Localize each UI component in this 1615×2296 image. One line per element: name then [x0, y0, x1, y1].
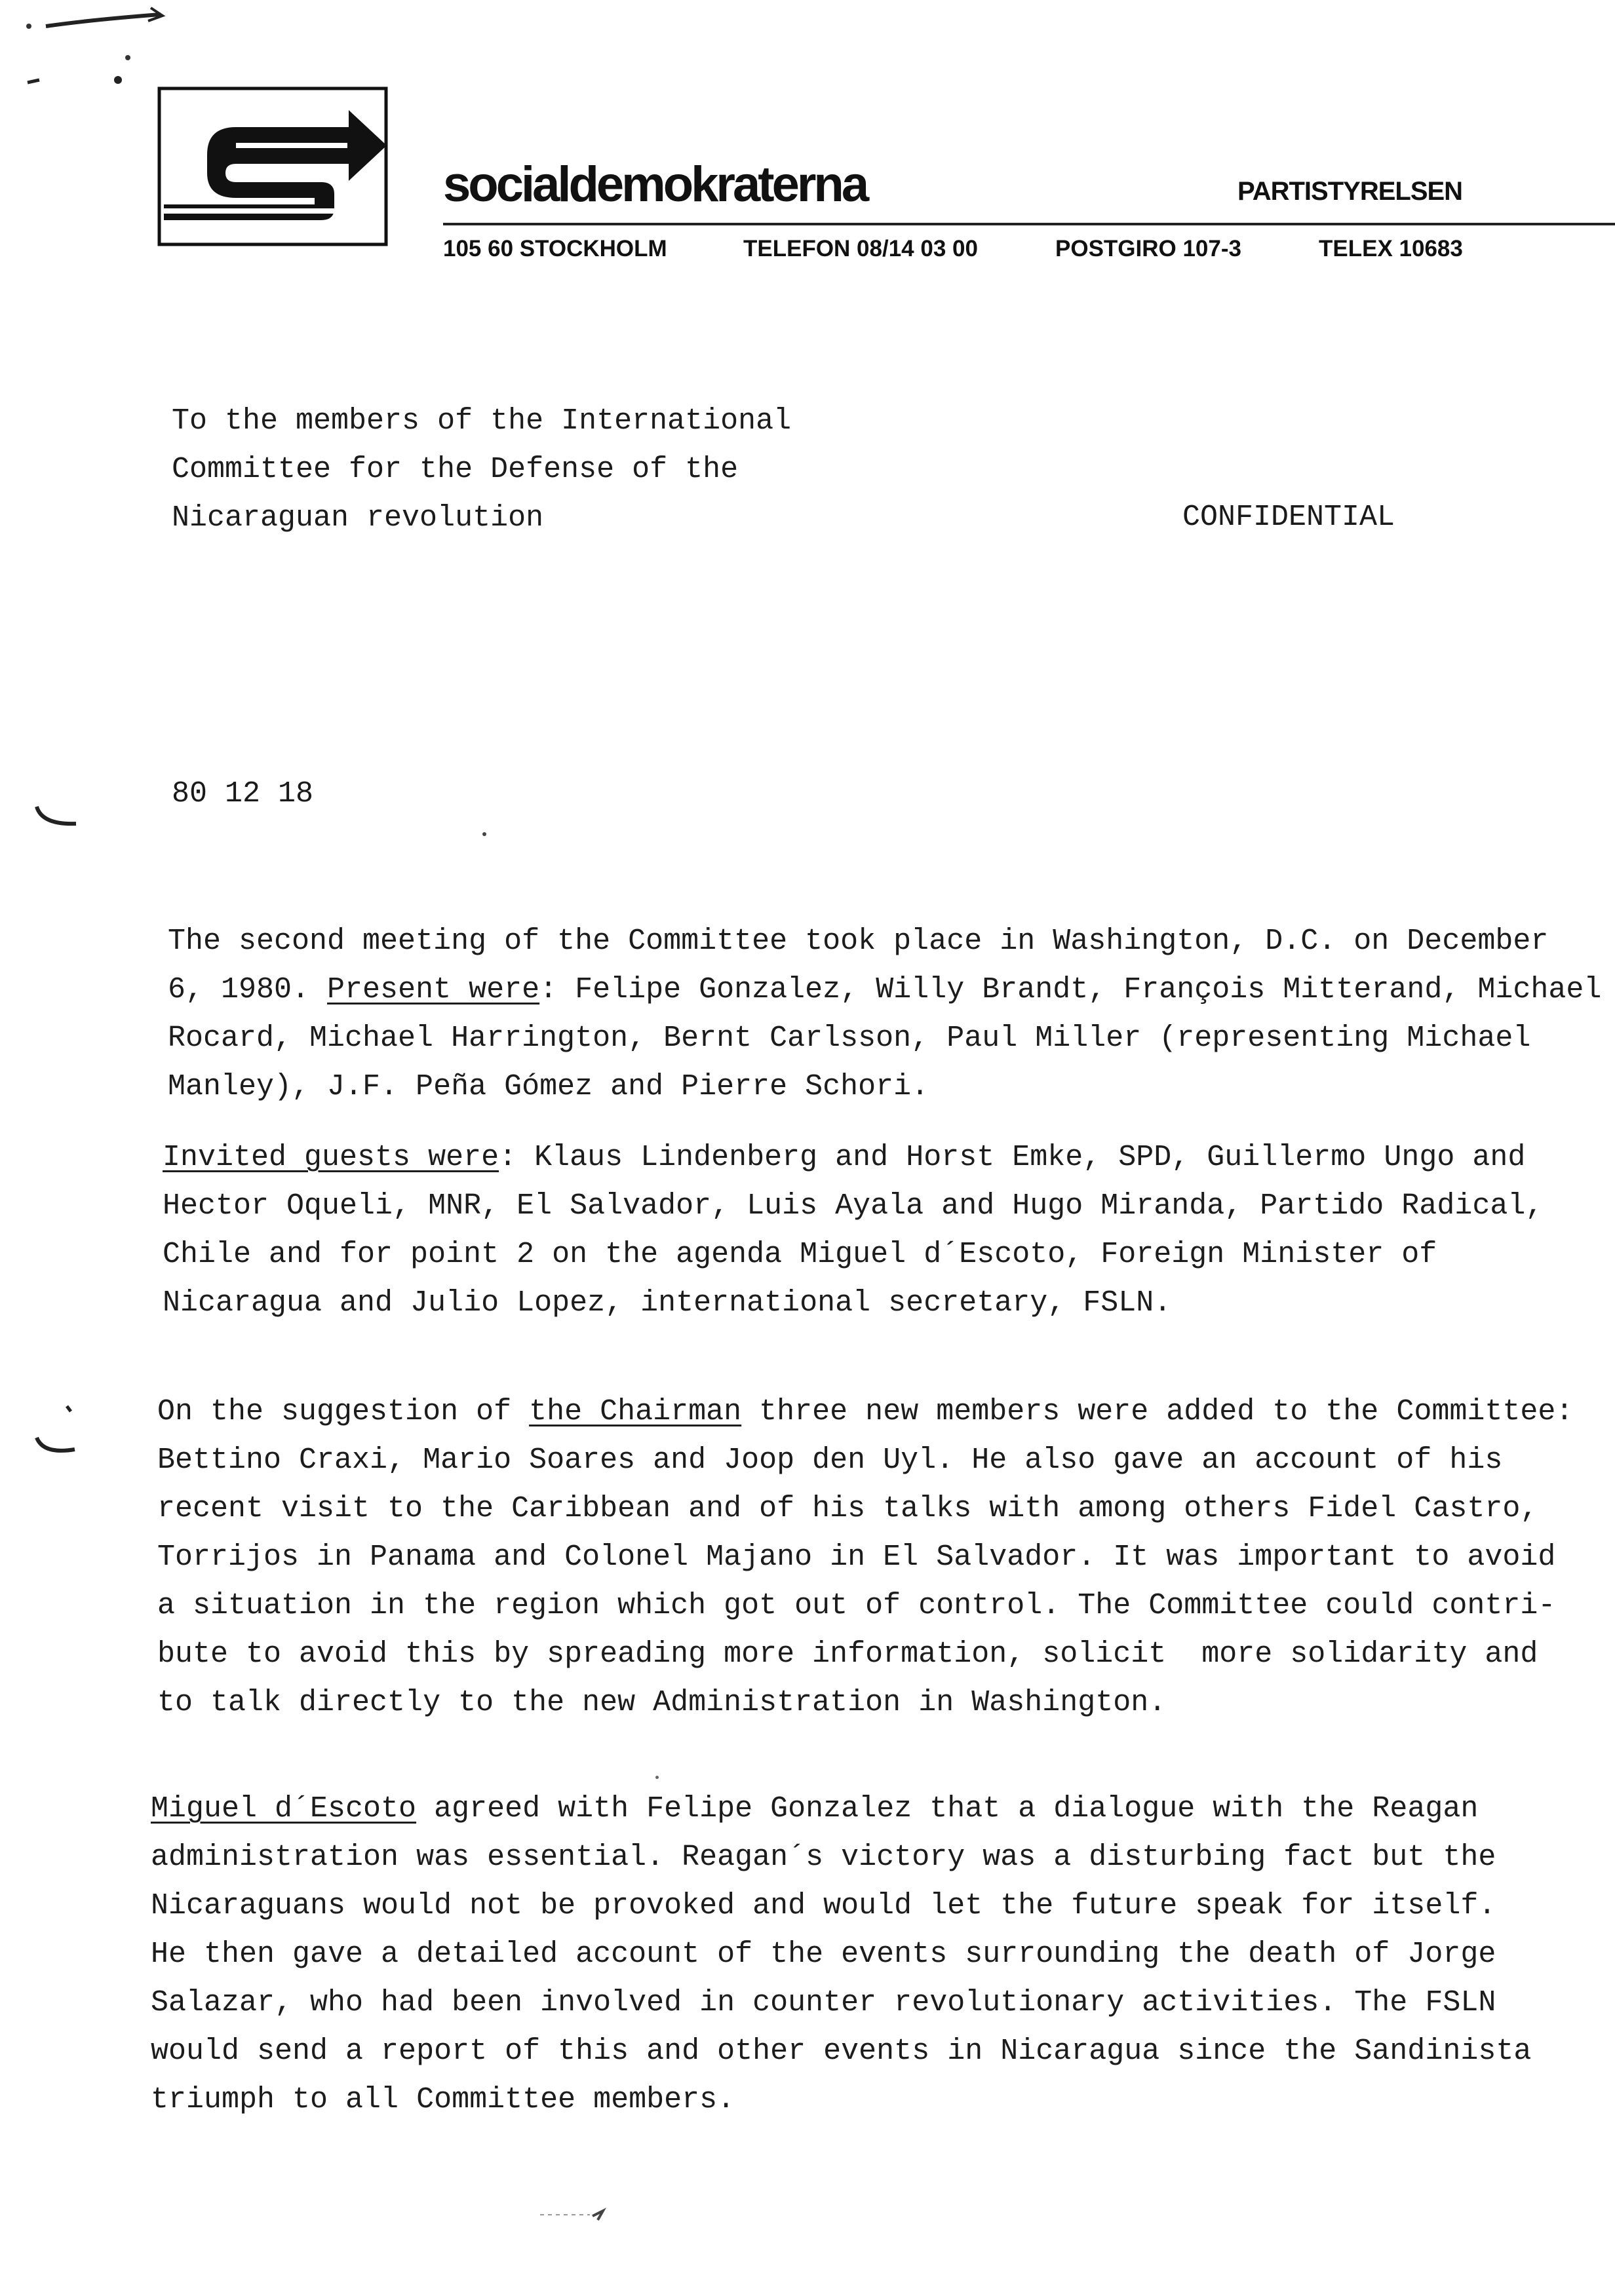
brand-name: socialdemokraterna [443, 157, 867, 212]
text-line [163, 1134, 1543, 1182]
text-run: agreed with Felipe Gonzalez that a dialogue with the Reagan [416, 1792, 1479, 1826]
text-run: : Klaus Lindenberg and Horst Emke, SPD, Guillermo Ungo and [499, 1141, 1526, 1174]
text-line: Hector Oqueli, MNR, El Salvador, Luis Ayala and Hugo Miranda, Partido Radical, [163, 1189, 1544, 1223]
addressee-line: Nicaraguan revolution [172, 501, 544, 535]
text-run: three new members were added to the Committee: [741, 1395, 1574, 1428]
underlined-heading: Invited guests were [163, 1141, 499, 1174]
addressee-line: Committee for the Defense of the [172, 453, 739, 486]
text-line: triumph to all Committee members. [151, 2083, 735, 2116]
underlined-heading: the Chairman [529, 1395, 742, 1428]
underlined-heading: Miguel d´Escoto [151, 1792, 417, 1826]
confidential-label: CONFIDENTIAL [1182, 501, 1395, 534]
text-line: a situation in the region which got out of control. The Committee could contri- [157, 1589, 1556, 1622]
postal-address: 105 60 STOCKHOLM [443, 236, 667, 261]
addressee-block [172, 397, 791, 543]
text-line: Chile and for point 2 on the agenda Miguel d´Escoto, Foreign Minister of [163, 1238, 1437, 1271]
text-line [168, 966, 1601, 1014]
addressee-line: To the members of the International [172, 404, 792, 438]
text-line: Salazar, who had been involved in counter revolutionary activities. The FSLN [151, 1986, 1496, 2019]
text-line [151, 1785, 1531, 1833]
text-line: He then gave a detailed account of the events surrounding the death of Jorge [151, 1938, 1496, 1971]
scan-mark-left-2 [33, 1402, 85, 1461]
paragraph-meeting [168, 917, 1601, 1111]
text-line: The second meeting of the Committee took place in Washington, D.C. on December [168, 925, 1549, 958]
text-line: to talk directly to the new Administration in Washington. [157, 1686, 1167, 1719]
text-run: 6, 1980. [168, 973, 328, 1006]
paragraph-guests [163, 1134, 1543, 1328]
text-line: Manley), J.F. Peña Gómez and Pierre Schori. [168, 1070, 929, 1103]
text-line [157, 1388, 1573, 1436]
department-name: PARTISTYRELSEN [1237, 177, 1463, 206]
text-line: bute to avoid this by spreading more information, solicit more solidarity and [157, 1637, 1538, 1671]
telephone: TELEFON 08/14 03 00 [743, 236, 978, 261]
scan-dot [482, 832, 486, 836]
postgiro: POSTGIRO 107-3 [1055, 236, 1241, 261]
scan-mark-bottom [537, 2206, 610, 2225]
text-run: : Felipe Gonzalez, Willy Brandt, François Mitterand, Michael [539, 973, 1602, 1006]
text-line: administration was essential. Reagan´s victory was a disturbing fact but the [151, 1841, 1496, 1874]
party-logo [157, 86, 388, 246]
text-line: Nicaraguans would not be provoked and would let the future speak for itself. [151, 1889, 1496, 1923]
paragraph-descoto [151, 1785, 1531, 2124]
scan-mark-top-left [20, 0, 177, 98]
text-line: would send a report of this and other events in Nicaragua since the Sandinista [151, 2035, 1532, 2068]
telex: TELEX 10683 [1319, 236, 1463, 261]
scan-dot [655, 1776, 659, 1779]
text-line: Rocard, Michael Harrington, Bernt Carlsson, Paul Miller (representing Michael [168, 1022, 1531, 1055]
underlined-heading: Present were [327, 973, 540, 1006]
text-run: On the suggestion of [157, 1395, 530, 1428]
text-line: recent visit to the Caribbean and of his talks with among others Fidel Castro, [157, 1492, 1538, 1525]
letterhead-rule [443, 223, 1615, 225]
letter-date: 80 12 18 [172, 777, 314, 811]
text-line: Nicaragua and Julio Lopez, international secretary, FSLN. [163, 1286, 1172, 1320]
paragraph-chairman [157, 1388, 1573, 1727]
text-line: Torrijos in Panama and Colonel Majano in El Salvador. It was important to avoid [157, 1540, 1556, 1574]
text-line: Bettino Craxi, Mario Soares and Joop den Uyl. He also gave an account of his [157, 1444, 1503, 1477]
scan-mark-left-1 [33, 803, 85, 842]
